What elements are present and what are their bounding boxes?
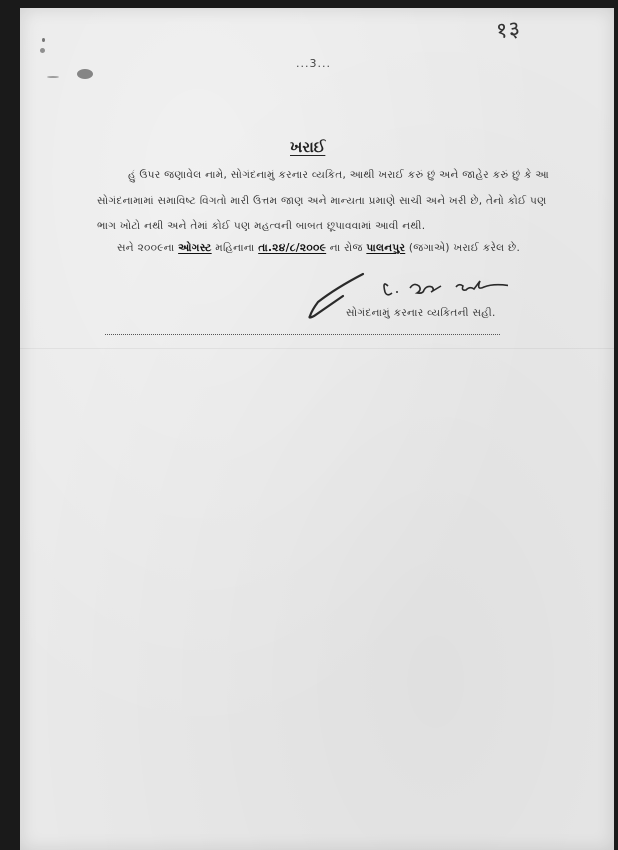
paper-fold [20, 348, 614, 349]
dotted-divider [105, 334, 500, 335]
line4-prefix: સને ૨૦૦૯ના [117, 242, 179, 254]
ink-speck [40, 48, 45, 53]
paper-sheet [20, 8, 614, 850]
affirmation-line-2: સોગંદનામામાં સમાવિષ્ટ વિગતો મારી ઉત્તમ જાણ અને માન્યતા પ્રમાણે સાચી અને ખરી છે, તેનો કોઈ પણ [97, 195, 547, 207]
line4-mid1: મહિનાના [211, 242, 259, 254]
page-number: ...3... [296, 57, 331, 70]
date-value: તા.૨૪/૮/૨૦૦૯ [258, 242, 327, 254]
line4-mid2: ના રોજ [326, 242, 367, 254]
ink-speck [47, 76, 59, 78]
line4-suffix: (જગાએ) ખરાઈ કરેલ છે. [405, 242, 521, 254]
ink-speck [42, 38, 45, 42]
ink-blot [77, 69, 93, 79]
affirmation-heading: ખરાઈ [290, 138, 326, 156]
affirmation-line-4 [117, 242, 520, 255]
place-value: પાલનપુર [366, 242, 406, 254]
affirmation-line-1: હું ઉપર જણાવેલ નામે, સોગંદનામું કરનાર વ્યકિત, આથી ખરાઈ કરું છું અને જાહેર કરું છું કે આ [128, 169, 550, 181]
affirmation-line-3: ભાગ ખોટો નથી અને તેમાં કોઈ પણ મહત્વની બાબત છૂપાવવામાં આવી નથી. [97, 220, 426, 232]
month-value: ઓગસ્ટ [178, 242, 212, 254]
signature-caption: સોગંદનામું કરનાર વ્યકિતની સહી. [346, 307, 496, 319]
handwritten-folio-number: १३ [494, 16, 523, 45]
